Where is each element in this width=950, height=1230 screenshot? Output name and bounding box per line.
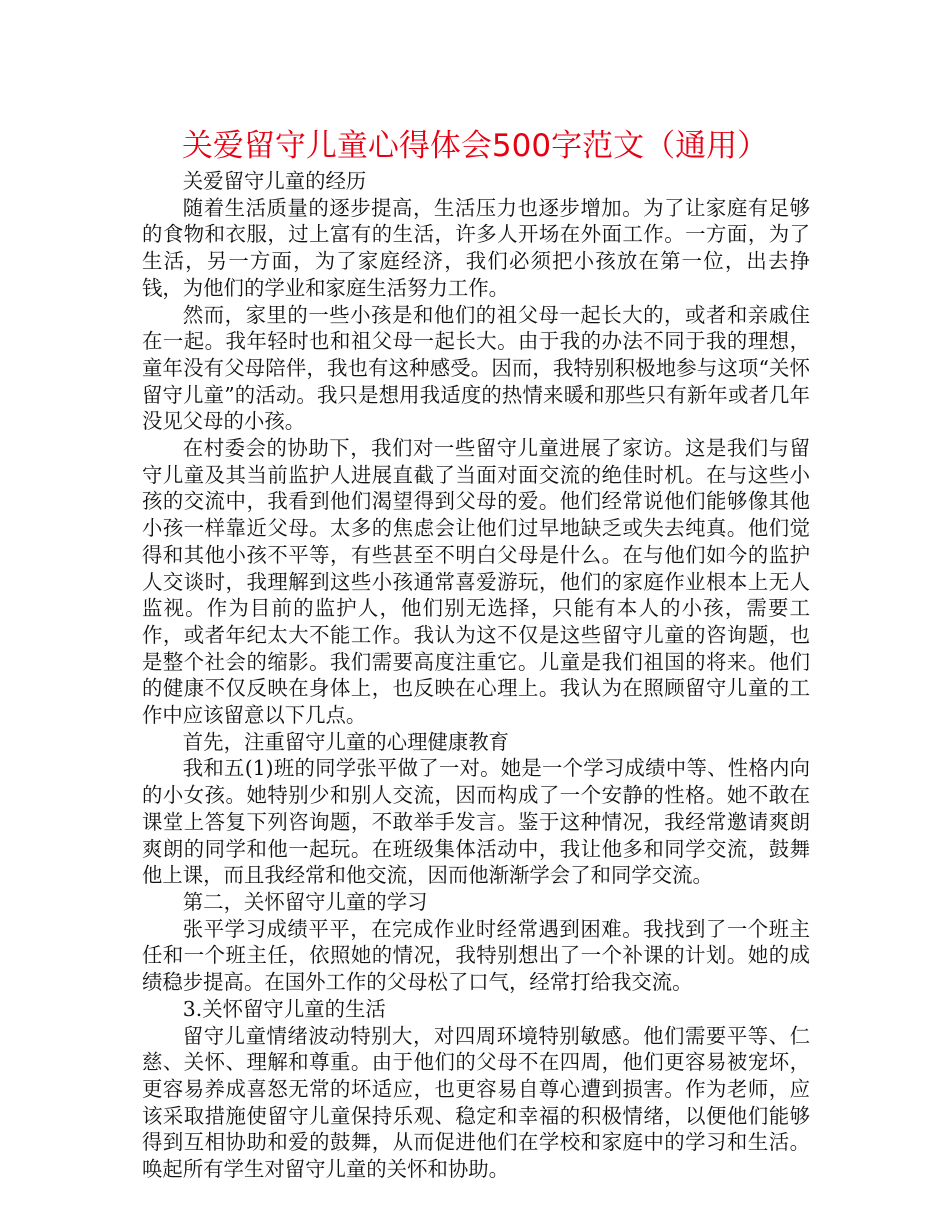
paragraph-mental-health: 我和五(1)班的同学张平做了一对。她是一个学习成绩中等、性格内向的小女孩。她特别少和别人交流，因而构成了一个安静的性格。她不敢在课堂上答复下列咨询题，不敢举手发言。鉴于这种情况，我经常邀请爽朗爽朗的同学和他一起玩。在班级集体活动中，我让他多和同学交流，鼓舞他上课，而且我经常和他交流，因而他渐渐学会了和同学交流。 xyxy=(142,756,810,888)
paragraph-home-visits: 在村委会的协助下，我们对一些留守儿童进展了家访。这是我们与留守儿童及其当前监护人进展直截了当面对面交流的绝佳时机。在与这些小孩的交流中，我看到他们渴望得到父母的爱。他们经常说他们能够像其他小孩一样靠近父母。太多的焦虑会让他们过早地缺乏或失去纯真。他们觉得和其他小孩不平等，有些甚至不明白父母是什么。在与他们如今的监护人交谈时，我理解到这些小孩通常喜爱游玩，他们的家庭作业根本上无人监视。作为目前的监护人，他们别无选择，只能有本人的小孩，需要工作，或者年纪太大不能工作。我认为这不仅是这些留守儿童的咨询题，也是整个社会的缩影。我们需要高度注重它。儿童是我们祖国的将来。他们的健康不仅反映在身体上，也反映在心理上。我认为在照顾留守儿童的工作中应该留意以下几点。 xyxy=(142,436,810,728)
paragraph-grandparents: 然而，家里的一些小孩是和他们的祖父母一起长大的，或者和亲戚住在一起。我年轻时也和祖父母一起长大。由于我的办法不同于我的理想，童年没有父母陪伴，我也有这种感受。因而，我特别积极地参与这项“关怀留守儿童”的活动。我只是想用我适度的热情来暖和那些只有新年或者几年没见父母的小孩。 xyxy=(142,302,810,434)
section-heading-experience: 关爱留守儿童的经历 xyxy=(182,169,367,193)
paragraph-intro: 随着生活质量的逐步提高，生活压力也逐步增加。为了让家庭有足够的食物和衣服，过上富有的生活，许多人开场在外面工作。一方面，为了生活，另一方面，为了家庭经济，我们必须把小孩放在第一位，出去挣钱，为他们的学业和家庭生活努力工作。 xyxy=(142,195,810,300)
document-title: 关爱留守儿童心得体会500字范文（通用） xyxy=(181,128,769,164)
paragraph-life: 留守儿童情绪波动特别大，对四周环境特别敏感。他们需要平等、仁慈、关怀、理解和尊重。由于他们的父母不在四周，他们更容易被宠坏，更容易养成喜怒无常的坏适应，也更容易自尊心遭到损害。作为老师，应该采取措施使留守儿童保持乐观、稳定和幸福的积极情绪，以便他们能够得到互相协助和爱的鼓舞，从而促进他们在学校和家庭中的学习和生活。唤起所有学生对留守儿童的关怀和协助。 xyxy=(142,1023,810,1182)
document-body xyxy=(142,168,810,1183)
section-heading-study: 第二，关怀留守儿童的学习 xyxy=(182,889,428,914)
paragraph-study: 张平学习成绩平平，在完成作业时经常遇到困难。我找到了一个班主任和一个班主任，依照她的情况，我特别想出了一个补课的计划。她的成绩稳步提高。在国外工作的父母松了口气，经常打给我交流。 xyxy=(142,916,810,995)
section-heading-life: 3.关怀留守儿童的生活 xyxy=(182,996,386,1021)
section-heading-mental-health: 首先，注重留守儿童的心理健康教育 xyxy=(182,729,510,754)
